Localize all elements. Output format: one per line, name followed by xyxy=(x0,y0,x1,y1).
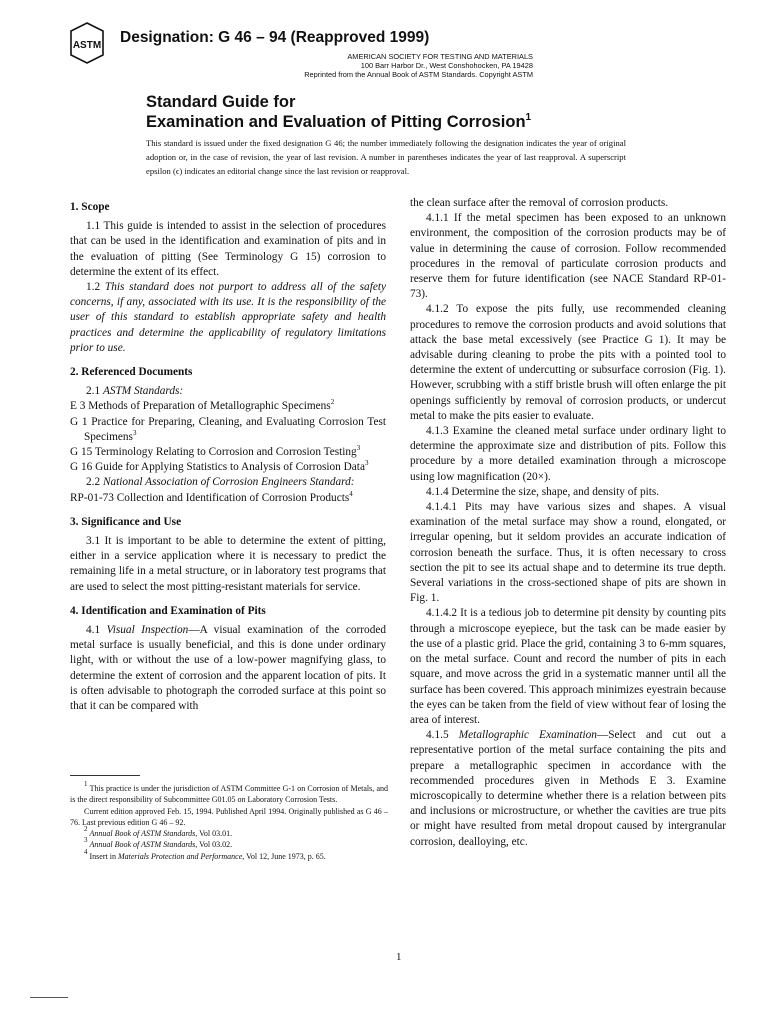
title-footnote-mark: 1 xyxy=(525,112,532,123)
reference-item: G 15 Terminology Relating to Corrosion and Corrosion Testing$^3$ xyxy=(70,444,361,459)
paragraph-4-1-4-2: 4.1.4.2 It is a tedious job to determine pit density by counting pits through a microscope eyepiece, but the task can be made easier by the use of a plastic grid. Place the grid, containing 3 to 6-mm squares, on the metal surface. Count and record the number of pits in each square, and move across the grid in a systematic manner until all the surface has been covered. This approach minimizes eyestrain because the eyes can be taken from the field of view without fear of losing the area of interest. xyxy=(410,607,726,726)
astm-logo xyxy=(70,22,104,64)
reprint-note: Reprinted from the Annual Book of ASTM Standards. Copyright ASTM xyxy=(304,70,533,79)
publisher-line: AMERICAN SOCIETY FOR TESTING AND MATERIALS xyxy=(347,52,533,61)
document-title xyxy=(146,92,531,132)
paragraph-4-1-3: 4.1.3 Examine the cleaned metal surface under ordinary light to determine the approximate size and distribution of pits. Follow this procedure by a more detailed examination through a microscope using low magnification (20×). xyxy=(410,425,726,483)
reference-item: RP-01-73 Collection and Identification of Corrosion Products$^4$ xyxy=(70,489,353,504)
section-heading-significance: 3. Significance and Use xyxy=(70,515,182,528)
footnote-1: $^1$ This practice is under the jurisdiction of ASTM Committee G-1 on Corrosion of Metals, and is the direct responsibility of Subcommittee G01.05 on Laboratory Corrosion Tests. xyxy=(70,780,389,805)
page-number: 1 xyxy=(396,951,402,963)
footnote-1-continued: Current edition approved Feb. 15, 1994. Published April 1994. Originally published as G 46 – 76. Last previous edition G 46 – 92. xyxy=(70,806,388,827)
paragraph-4-1-4-1: 4.1.4.1 Pits may have various sizes and shapes. A visual examination of the metal surface may show a round, elongated, or irregular opening, but it seldom provides an accurate indication of corrosion beneath the surface. Thus, it is often necessary to cross section the pit to see its actual shape and to determine its true depth. Several variations in the cross-sectioned shape of pits are shown in Fig. 1. xyxy=(410,501,726,605)
reference-item: G 1 Practice for Preparing, Cleaning, and Evaluating Corrosion Test Specimens$^3$ xyxy=(70,415,386,443)
paragraph-4-1-1: 4.1.1 If the metal specimen has been exposed to an unknown environment, the composition of the corrosion products may be of value in determining the cause of corrosion. Follow recommended procedures in the removal of particulate corrosion products and reserve them for future identification (see NACE Standard RP-01-73). xyxy=(410,212,726,301)
right-column xyxy=(410,196,726,850)
svg-text:ASTM: ASTM xyxy=(72,40,102,51)
footnote-4: $^4$ Insert in Materials Protection and Performance, Vol 12, June 1973, p. 65. xyxy=(84,847,326,861)
paragraph-1-1: 1.1 This guide is intended to assist in the selection of procedures that can be used in the identification and examination of pits and in the evaluation of pitting (See Terminology G 15) corrosion to determine the extent of its effect. xyxy=(70,220,386,278)
bottom-mark xyxy=(30,997,68,998)
reference-item: G 16 Guide for Applying Statistics to Analysis of Corrosion Data$^3$ xyxy=(70,459,369,474)
section-heading-scope: 1. Scope xyxy=(70,201,110,213)
reference-item: E 3 Methods of Preparation of Metallographic Specimens$^2$ xyxy=(70,398,335,413)
paragraph-2-2: 2.2 National Association of Corrosion Engineers Standard: xyxy=(86,476,355,489)
paragraph-4-1: 4.1 Visual Inspection—A visual examination of the corroded metal surface is usually beneficial, and this is done under ordinary light, with or without the use of a low-power magnifying glass, to determine the extent of corrosion and the apparent location of pits. It is often advisable to photograph the corroded surface at this point so that it can be compared with xyxy=(70,624,387,713)
paragraph-4-1-5: 4.1.5 Metallographic Examination—Select and cut out a representative portion of the metal surface containing the pits and prepare a metallographic specimen in accordance with the recommended procedures given in Methods E 3. Examine microscopically to determine whether there is a relation between pits and inclusions or microstructure, or whether the cavities are true pits or might have resulted from metal dropout caused by intergranular corrosion, dealloying, etc. xyxy=(410,729,726,848)
left-column xyxy=(70,200,386,714)
footnote-3: $^3$ Annual Book of ASTM Standards, Vol 03.02. xyxy=(84,836,233,850)
paragraph-4-1-2: 4.1.2 To expose the pits fully, use recommended cleaning procedures to remove the corrosion products and avoid solutions that attack the base metal excessively (see Practice G 1). It may be advisable during cleaning to probe the pits with a pointed tool to determine the extent of undercutting or subsurface corrosion (Fig. 1). However, scrubbing with a stiff bristle brush will often enlarge the pit openings sufficiently by removal of corrosion products, or undercut metal to make the pits easier to evaluate. xyxy=(410,303,726,422)
publisher-block xyxy=(113,52,533,79)
paragraph-1-2: 1.2 This standard does not purport to address all of the safety concerns, if any, associated with its use. It is the responsibility of the user of this standard to establish appropriate safety and health practices and determine the applicability of regulatory limitations prior to use. xyxy=(70,281,387,354)
paragraph-continuation: the clean surface after the removal of corrosion products. xyxy=(410,197,669,209)
paragraph-2-1: 2.1 ASTM Standards: xyxy=(86,385,184,398)
section-heading-identification: 4. Identification and Examination of Pits xyxy=(70,604,266,617)
footnotes xyxy=(70,780,389,862)
title-line-2: Examination and Evaluation of Pitting Corrosion$^1$ xyxy=(146,112,532,131)
designation: Designation: G 46 – 94 (Reapproved 1999) xyxy=(120,29,430,46)
paragraph-4-1-4: 4.1.4 Determine the size, shape, and density of pits. xyxy=(426,485,660,498)
footnote-2: $^2$ Annual Book of ASTM Standards, Vol 03.01. xyxy=(84,825,233,839)
title-line-1: Standard Guide for xyxy=(146,93,296,111)
publisher-address: 100 Barr Harbor Dr., West Conshohocken, PA 19428 xyxy=(360,61,533,70)
section-heading-referenced-documents: 2. Referenced Documents xyxy=(70,366,193,379)
issue-note: This standard is issued under the fixed designation G 46; the number immediately following the designation indicates the year of original adoption or, in the case of revision, the year of last revision. A number in parentheses indicates the year of last reapproval. A superscript epsilon (ϵ) indicates an editorial change since the last revision or reapproval. xyxy=(146,138,626,176)
footnote-divider xyxy=(70,775,140,776)
paragraph-3-1: 3.1 It is important to be able to determine the extent of pitting, either in a service application where it is necessary to predict the remaining life in a metal structure, or in laboratory test programs that are used to select the most pitting-resistant materials for service. xyxy=(70,535,386,593)
